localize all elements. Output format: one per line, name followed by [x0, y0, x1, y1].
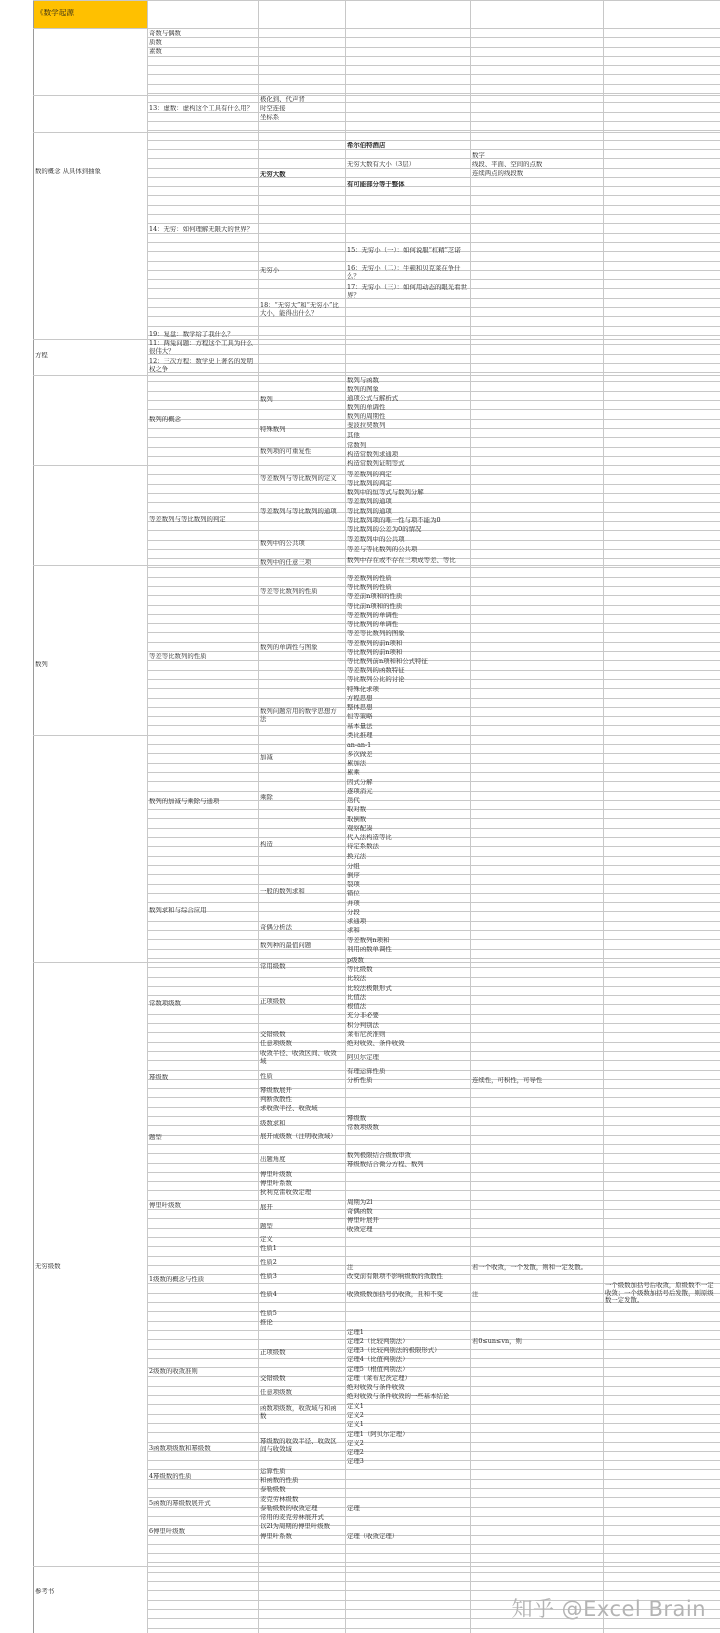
cell-c[interactable]: 性质3 — [260, 1273, 277, 1280]
cell-d[interactable]: 等比数列的公差为0的情况 — [347, 526, 422, 533]
cell-d[interactable]: 数列的周期性 — [347, 413, 386, 420]
cell-d[interactable]: 数列中存在或不存在三项成等差、等比 — [347, 557, 456, 564]
cell-d[interactable]: 因式分解 — [347, 779, 373, 786]
cell-c[interactable]: 任意项级数 — [260, 1389, 292, 1396]
cell-c[interactable]: 常用的麦克劳林展开式 — [260, 1514, 324, 1521]
cell-d[interactable]: 定理2（比较判别法） — [347, 1338, 409, 1345]
cell-d[interactable]: 等差数列的判定 — [347, 471, 392, 478]
cell-e[interactable]: 连续性，可积性，可导性 — [472, 1077, 543, 1084]
cell-c[interactable]: 定义 — [260, 1236, 273, 1243]
row-divider — [147, 1525, 720, 1526]
cell-d[interactable]: 常数列 — [347, 442, 367, 449]
cell-d[interactable]: 定义1 — [347, 1403, 364, 1410]
cell-c[interactable]: 性质2 — [260, 1259, 277, 1266]
cell-d[interactable]: 等比级数 — [347, 966, 373, 973]
cell-b[interactable]: 质数 — [149, 39, 162, 46]
cell-c[interactable]: 数列种的最值问题 — [260, 942, 312, 949]
cell-a[interactable]: 数列 — [35, 661, 48, 668]
cell-a[interactable]: 无穷级数 — [35, 1263, 61, 1270]
cell-d[interactable]: 定义2 — [347, 1412, 364, 1419]
row-divider — [147, 1553, 720, 1554]
cell-d[interactable]: 积分判别法 — [347, 1022, 379, 1029]
cell-a[interactable]: 数的概念 从具体到抽象 — [35, 168, 101, 175]
cell-d[interactable]: 有可能部分等于整体 — [347, 181, 405, 188]
cell-d[interactable]: 等差数列的函数特征 — [347, 667, 405, 674]
cell-d[interactable]: 分组 — [347, 863, 360, 870]
cell-c[interactable]: 等差等比数列的性质 — [260, 588, 318, 595]
cell-c[interactable]: 等差数列与等比数列的定义 — [260, 475, 337, 482]
cell-d[interactable]: 方程思想 — [347, 695, 373, 702]
cell-d[interactable]: 无穷大数有大小（3层） — [347, 161, 415, 168]
section-divider — [33, 339, 720, 340]
cell-d[interactable]: 定理3 — [347, 1458, 364, 1465]
cell-d[interactable]: 定理1（阿贝尔定理） — [347, 1431, 409, 1438]
cell-c[interactable]: 级数求和 — [260, 1120, 286, 1127]
column-divider — [603, 0, 604, 1633]
cell-c[interactable]: 性质5 — [260, 1310, 277, 1317]
cell-d[interactable]: 数列极限结合级数审敛 — [347, 1152, 411, 1159]
cell-d[interactable]: 绝对收敛、条件收敛 — [347, 1040, 405, 1047]
row-divider — [147, 1321, 720, 1322]
cell-d[interactable]: 分析性质 — [347, 1077, 373, 1084]
cell-c[interactable]: 麦克劳林级数 — [260, 1496, 299, 1503]
cell-d[interactable]: an-an-1 — [347, 742, 372, 749]
cell-c[interactable]: 泰勒级数的收敛定理 — [260, 1505, 318, 1512]
cell-b[interactable]: 14：无穷：如何理解无限大的世界？ — [149, 226, 253, 233]
cell-c[interactable]: 收敛半径、收敛区间、收敛域 — [260, 1050, 337, 1065]
cell-d[interactable]: 错位 — [347, 890, 360, 897]
cell-c[interactable]: 推论 — [260, 1319, 273, 1326]
column-divider — [470, 0, 471, 1633]
cell-d[interactable]: 改变前有限项不影响级数的敛散性 — [347, 1273, 443, 1280]
cell-c[interactable]: 构造 — [260, 841, 273, 848]
row-divider — [147, 140, 720, 141]
cell-d[interactable]: 幂级数结合微分方程、数列 — [347, 1161, 424, 1168]
cell-b[interactable]: 常数项级数 — [149, 1000, 181, 1007]
cell-d[interactable]: 等比数列的判定 — [347, 480, 392, 487]
cell-d[interactable]: 等差数列的通项 — [347, 498, 392, 505]
cell-d[interactable]: 定理3（比较判别法的极限形式） — [347, 1347, 441, 1354]
cell-a[interactable]: 方程 — [35, 352, 48, 359]
cell-d[interactable]: 等比数列的性质 — [347, 584, 392, 591]
row-divider — [147, 1469, 720, 1470]
cell-d[interactable]: 希尔伯特酒店 — [347, 142, 386, 149]
cell-b[interactable]: 傅里叶级数 — [149, 1202, 181, 1209]
cell-d[interactable]: 收敛级数加括号仍收敛，且和不变 — [347, 1291, 443, 1298]
cell-d[interactable]: 通项公式与解析式 — [347, 395, 399, 402]
cell-c[interactable]: 性质 — [260, 1073, 273, 1080]
row-divider — [147, 1256, 720, 1257]
cell-d[interactable]: 幂级数 — [347, 1115, 367, 1122]
cell-a[interactable]: 参考书 — [35, 1588, 55, 1595]
row-divider — [147, 205, 720, 206]
cell-c[interactable]: 无穷小 — [260, 267, 280, 274]
cell-d[interactable]: 定理2 — [347, 1449, 364, 1456]
cell-d[interactable]: 等差数列中的公共项 — [347, 536, 405, 543]
section-divider — [33, 95, 720, 96]
cell-d[interactable]: 数列的图象 — [347, 386, 379, 393]
row-divider — [147, 84, 720, 85]
cell-c[interactable]: 求收敛半径、收敛域 — [260, 1105, 318, 1112]
row-divider — [147, 158, 720, 159]
cell-d[interactable]: 有理运算性质 — [347, 1068, 386, 1075]
cell-b[interactable]: 13：虚数：虚构这个工具有什么用？ — [149, 105, 253, 112]
cell-d[interactable]: 等差数列的单调性 — [347, 612, 399, 619]
cell-d[interactable]: 构造常数列求通项 — [347, 451, 399, 458]
cell-b[interactable]: 1级数的概念与性质 — [149, 1276, 205, 1283]
cell-d[interactable]: 恒等策略 — [347, 713, 373, 720]
cell-d[interactable]: 等比数列项的唯一性与项不能为0 — [347, 517, 441, 524]
cell-c[interactable]: 展开成级数（注明收敛域） — [260, 1133, 337, 1140]
cell-e[interactable]: 线段、平面、空间的点数 — [472, 161, 543, 168]
cell-b[interactable]: 4幂级数的性质 — [149, 1473, 192, 1480]
cell-c[interactable]: 傅里叶级数 — [260, 1171, 292, 1178]
cell-c[interactable]: 极化到、代声背 — [260, 96, 305, 103]
cell-e[interactable]: 若0≤un≤vn，则 — [472, 1338, 522, 1345]
cell-c[interactable]: 18：“无穷大”和“无穷小”比大小，能得出什么？ — [260, 302, 339, 317]
cell-d[interactable]: 15：无穷小（一）：如何说服“杠精”芝诺 — [347, 247, 461, 254]
cell-b[interactable]: 3函数项级数和幂级数 — [149, 1445, 211, 1452]
cell-d[interactable]: 求和 — [347, 927, 360, 934]
cell-d[interactable]: 等差数列的前n项和 — [347, 640, 403, 647]
cell-c[interactable]: 数列的单调性与图象 — [260, 644, 318, 651]
cell-d[interactable]: 等比数列前n项和和公式特征 — [347, 658, 428, 665]
column-divider — [258, 0, 259, 1633]
cell-d[interactable]: 等差与等比数列的公共项 — [347, 546, 418, 553]
row-divider — [147, 195, 720, 196]
cell-c[interactable]: 数列项的可重复性 — [260, 448, 312, 455]
cell-c[interactable]: 展开 — [260, 1204, 273, 1211]
row-divider — [147, 1581, 720, 1582]
cell-d[interactable]: 累加法 — [347, 760, 367, 767]
cell-d[interactable]: 莱布尼茨准则 — [347, 1031, 386, 1038]
cell-d[interactable]: 比较法极限形式 — [347, 985, 392, 992]
cell-d[interactable]: 等差数列n项和 — [347, 937, 390, 944]
cell-d[interactable]: 斐波拉契数列 — [347, 422, 386, 429]
column-divider — [345, 0, 346, 1633]
cell-d[interactable]: 等比数列的通项 — [347, 508, 392, 515]
cell-c[interactable]: 交错级数 — [260, 1031, 286, 1038]
row-divider — [147, 307, 720, 308]
row-divider — [147, 74, 720, 75]
cell-d[interactable]: 换元法 — [347, 853, 367, 860]
cell-b[interactable]: 6傅里叶级数 — [149, 1528, 186, 1535]
row-divider — [147, 1572, 720, 1573]
cell-d[interactable]: 注 — [347, 1264, 354, 1271]
cell-d[interactable]: p级数 — [347, 957, 364, 964]
cell-b[interactable]: 等差数列与等比数列的判定 — [149, 516, 226, 523]
cell-d[interactable]: 定理1 — [347, 1329, 364, 1336]
cell-d[interactable]: 定理4（比值判别法） — [347, 1356, 409, 1363]
cell-d[interactable]: 绝对收敛与条件收敛的一些基本结论 — [347, 1393, 450, 1400]
cell-c[interactable]: 性质4 — [260, 1291, 277, 1298]
row-divider — [147, 1107, 720, 1108]
cell-d[interactable]: 等比数列的前n项和 — [347, 649, 403, 656]
cell-d[interactable]: 裂项 — [347, 881, 360, 888]
cell-b[interactable]: 12：三次方程：数学史上著名的发明权之争 — [149, 358, 253, 373]
row-divider — [147, 223, 720, 224]
cell-c[interactable]: 任意项级数 — [260, 1040, 292, 1047]
cell-d[interactable]: 阿贝尔定理 — [347, 1054, 379, 1061]
cell-c[interactable]: 函数项级数，收敛域与和函数 — [260, 1405, 337, 1420]
cell-c[interactable]: 等差数列与等比数列的通项 — [260, 508, 337, 515]
row-divider — [147, 1237, 720, 1238]
cell-d[interactable]: 数列中的恒等式与数列分解 — [347, 489, 424, 496]
cell-c[interactable]: 泰勒级数 — [260, 1486, 286, 1493]
cell-b[interactable]: 数列的概念 — [149, 416, 181, 423]
cell-c[interactable]: 幂级数展开 — [260, 1087, 292, 1094]
cell-e[interactable]: 数字 — [472, 152, 485, 159]
row-divider — [147, 316, 720, 317]
cell-b[interactable]: 数列求和与综合应用 — [149, 907, 207, 914]
cell-d[interactable]: 绝对收敛与条件收敛 — [347, 1384, 405, 1391]
row-divider — [147, 177, 720, 178]
row-divider — [147, 102, 720, 103]
cell-c[interactable]: 加减 — [260, 754, 273, 761]
row-divider — [147, 214, 720, 215]
row-divider — [147, 1590, 720, 1591]
row-divider — [147, 93, 720, 94]
section-divider — [33, 1566, 720, 1567]
cell-d[interactable]: 迭代 — [347, 797, 360, 804]
cell-d[interactable]: 等比前n项和的性质 — [347, 603, 403, 610]
row-divider — [147, 1088, 720, 1089]
section-divider — [33, 28, 720, 29]
row-divider — [147, 1190, 720, 1191]
cell-d[interactable]: 常数项级数 — [347, 1124, 379, 1131]
cell-c[interactable]: 一般的数列求和 — [260, 888, 305, 895]
cell-d[interactable]: 定理 — [347, 1505, 360, 1512]
cell-d[interactable]: 数列与函数 — [347, 377, 379, 384]
row-divider — [147, 1497, 720, 1498]
cell-d[interactable]: 奇偶函数 — [347, 1208, 373, 1215]
cell-c[interactable]: 时空连接 — [260, 105, 286, 112]
cell-d[interactable]: 等差前n项和的性质 — [347, 593, 403, 600]
cell-c[interactable]: 数列问题常用的数学思想方法 — [260, 708, 337, 723]
cell-d[interactable]: 逐项消元 — [347, 788, 373, 795]
cell-d[interactable]: 周期为2l — [347, 1199, 373, 1206]
cell-d[interactable]: 等差等比数列的图象 — [347, 630, 405, 637]
cell-d[interactable]: 利用函数单调性 — [347, 946, 392, 953]
cell-c[interactable]: 以2l为周期的傅里叶级数 — [260, 1523, 331, 1530]
cell-d[interactable]: 整体思想 — [347, 704, 373, 711]
cell-d[interactable]: 倒序 — [347, 872, 360, 879]
section-divider — [33, 375, 720, 376]
cell-d[interactable]: 数列的单调性 — [347, 404, 386, 411]
cell-c[interactable]: 正项级数 — [260, 1349, 286, 1356]
cell-b[interactable]: 数列的加减与乘除与通项 — [149, 798, 220, 805]
cell-c[interactable]: 特殊数列 — [260, 426, 286, 433]
row-divider — [147, 1097, 720, 1098]
cell-c[interactable]: 和函数的性质 — [260, 1477, 299, 1484]
cell-d[interactable]: 充分非必要 — [347, 1012, 379, 1019]
watermark: 知乎 @Excel Brain — [511, 1597, 706, 1621]
cell-d[interactable]: 类比推理 — [347, 732, 373, 739]
cell-b[interactable]: 奇数与偶数 — [149, 30, 181, 37]
sheet-title: 《数学起源 — [36, 9, 74, 17]
row-divider — [147, 326, 720, 327]
cell-d[interactable]: 17：无穷小（三）：如何用动态的眼光看世界？ — [347, 284, 467, 299]
cell-c[interactable]: 交错级数 — [260, 1375, 286, 1382]
cell-c[interactable]: 狄利克雷收敛定理 — [260, 1189, 312, 1196]
cell-b[interactable]: 2级数的收敛准则 — [149, 1368, 198, 1375]
cell-d[interactable]: 特殊化求项 — [347, 686, 379, 693]
cell-e[interactable]: 连续两点的线段数 — [472, 170, 524, 177]
row-divider — [147, 1181, 720, 1182]
row-divider — [147, 1311, 720, 1312]
row-divider — [147, 1628, 720, 1629]
cell-d[interactable]: 取对数 — [347, 806, 367, 813]
cell-c[interactable]: 数列中的公共项 — [260, 540, 305, 547]
cell-d[interactable]: 定义1 — [347, 1421, 364, 1428]
cell-d[interactable]: 16：无穷小（二）：牛顿和贝克莱在争什么？ — [347, 265, 461, 280]
cell-d[interactable]: 取倒数 — [347, 816, 367, 823]
cell-d[interactable]: 待定系数法 — [347, 843, 379, 850]
cell-c[interactable]: 题型 — [260, 1223, 273, 1230]
cell-d[interactable]: 定理（莱布尼茨定理） — [347, 1375, 411, 1382]
cell-d[interactable]: 多次做差 — [347, 751, 373, 758]
cell-d[interactable]: 并项 — [347, 900, 360, 907]
cell-c[interactable]: 出题角度 — [260, 1156, 286, 1163]
cell-d[interactable]: 求通项 — [347, 918, 367, 925]
row-divider — [147, 1051, 720, 1052]
cell-d[interactable]: 等差数列的性质 — [347, 575, 392, 582]
cell-d[interactable]: 观察配凑 — [347, 825, 373, 832]
cell-d[interactable]: 根值法 — [347, 1003, 367, 1010]
cell-b[interactable]: 等差等比数列的性质 — [149, 653, 207, 660]
column-divider — [33, 0, 34, 1633]
cell-c[interactable]: 乘除 — [260, 794, 273, 801]
cell-d[interactable]: 累乘 — [347, 769, 360, 776]
cell-c[interactable]: 运算性质 — [260, 1468, 286, 1475]
cell-c[interactable]: 判断敛散性 — [260, 1096, 292, 1103]
cell-e[interactable]: 若一个收敛，一个发散，则和一定发散。 — [472, 1264, 588, 1271]
cell-d[interactable]: 等比数列公比的讨论 — [347, 676, 405, 683]
cell-d[interactable]: 分段 — [347, 909, 360, 916]
cell-b[interactable]: 19：复盘：数学给了我什么？ — [149, 331, 234, 338]
cell-d[interactable]: 其他 — [347, 432, 360, 439]
cell-e[interactable]: 注 — [472, 1291, 479, 1298]
row-divider — [147, 1562, 720, 1563]
cell-d[interactable]: 定理5（根值判别法） — [347, 1366, 409, 1373]
cell-d[interactable]: 傅里叶展开 — [347, 1217, 379, 1224]
cell-c[interactable]: 坐标系 — [260, 114, 280, 121]
cell-d[interactable]: 定理（收敛定理） — [347, 1533, 399, 1540]
cell-c[interactable]: 数列 — [260, 396, 273, 403]
cell-c[interactable]: 幂级数的收敛半径、收敛区间与收敛域 — [260, 1438, 337, 1453]
column-divider — [147, 0, 148, 1633]
row-divider — [147, 1488, 720, 1489]
cell-c[interactable]: 数列中的任意三项 — [260, 559, 312, 566]
cell-b[interactable]: 5函数的幂级数展开式 — [149, 1500, 211, 1507]
row-divider — [147, 65, 720, 66]
cell-c[interactable]: 常用级数 — [260, 963, 286, 970]
cell-d[interactable]: 收敛定理 — [347, 1226, 373, 1233]
cell-d[interactable]: 比值法 — [347, 994, 367, 1001]
cell-b[interactable]: 11：两兔问题：方程这个工具为什么很伟大？ — [149, 340, 253, 355]
cell-d[interactable]: 定义2 — [347, 1440, 364, 1447]
cell-d[interactable]: 代入法构造等比 — [347, 834, 392, 841]
row-divider — [147, 1172, 720, 1173]
cell-d[interactable]: 构造常数列证明等式 — [347, 460, 405, 467]
row-divider — [147, 1246, 720, 1247]
cell-d[interactable]: 比较法 — [347, 975, 367, 982]
row-divider — [147, 1516, 720, 1517]
section-divider — [33, 132, 720, 133]
cell-c[interactable]: 傅里叶系数 — [260, 1533, 292, 1540]
cell-c[interactable]: 奇偶分析法 — [260, 924, 292, 931]
cell-b[interactable]: 素数 — [149, 48, 162, 55]
cell-c[interactable]: 傅里叶系数 — [260, 1180, 292, 1187]
section-divider — [33, 0, 720, 1]
cell-b[interactable]: 幂级数 — [149, 1074, 169, 1081]
cell-b[interactable]: 题型 — [149, 1134, 162, 1141]
cell-c[interactable]: 无穷大数 — [260, 171, 286, 178]
cell-c[interactable]: 性质1 — [260, 1245, 277, 1252]
cell-d[interactable]: 等比数列的单调性 — [347, 621, 399, 628]
cell-c[interactable]: 正项级数 — [260, 998, 286, 1005]
cell-g[interactable]: 一个级数加括号后收敛，原级数不一定收敛；一个级数加括号后发散，则原级数一定发散。 — [605, 1282, 714, 1305]
row-divider — [147, 1544, 720, 1545]
cell-d[interactable]: 基本量法 — [347, 723, 373, 730]
